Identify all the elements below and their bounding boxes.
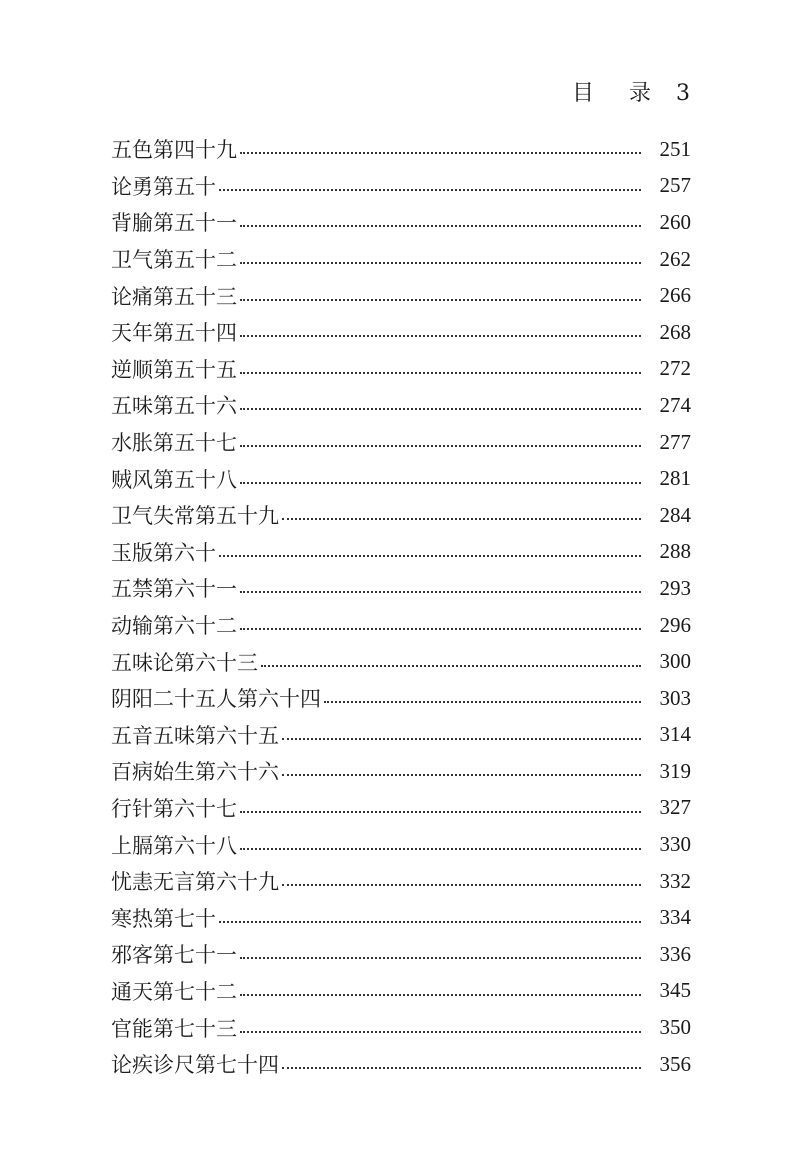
toc-entry-page: 350 xyxy=(659,1015,691,1040)
toc-entry-title: 天年第五十四 xyxy=(111,321,237,346)
toc-entry[interactable] xyxy=(111,863,691,900)
toc-dot-leader xyxy=(282,1067,641,1069)
toc-dot-leader xyxy=(240,262,641,264)
toc-entry-page: 319 xyxy=(659,758,691,783)
toc-entry-page: 281 xyxy=(659,466,691,491)
table-of-contents xyxy=(111,131,691,1082)
toc-entry-page: 266 xyxy=(659,283,691,308)
toc-entry-page: 336 xyxy=(659,941,691,966)
toc-entry[interactable] xyxy=(111,753,691,790)
toc-entry-title: 寒热第七十 xyxy=(111,906,216,931)
toc-entry-title: 背腧第五十一 xyxy=(111,211,237,236)
toc-entry-page: 356 xyxy=(659,1051,691,1076)
toc-dot-leader xyxy=(240,152,641,154)
toc-entry-title: 邪客第七十一 xyxy=(111,943,237,968)
toc-entry-page: 260 xyxy=(659,209,691,234)
toc-entry-title: 行针第六十七 xyxy=(111,796,237,821)
toc-entry-title: 五禁第六十一 xyxy=(111,577,237,602)
toc-dot-leader xyxy=(240,408,641,410)
toc-entry-title: 通天第七十二 xyxy=(111,979,237,1004)
toc-entry-page: 327 xyxy=(659,795,691,820)
toc-dot-leader xyxy=(240,994,641,996)
toc-entry-page: 296 xyxy=(659,612,691,637)
toc-entry-title: 五味第五十六 xyxy=(111,394,237,419)
toc-entry[interactable] xyxy=(111,643,691,680)
toc-entry-title: 五味论第六十三 xyxy=(111,650,258,675)
toc-entry-title: 玉版第六十 xyxy=(111,540,216,565)
toc-dot-leader xyxy=(282,738,641,740)
toc-entry[interactable] xyxy=(111,570,691,607)
toc-entry-title: 动输第六十二 xyxy=(111,614,237,639)
toc-entry-title: 上膈第六十八 xyxy=(111,833,237,858)
toc-entry-title: 卫气失常第五十九 xyxy=(111,504,279,529)
toc-entry[interactable] xyxy=(111,1046,691,1083)
toc-entry[interactable] xyxy=(111,534,691,571)
toc-dot-leader xyxy=(240,225,641,227)
toc-entry[interactable] xyxy=(111,241,691,278)
toc-dot-leader xyxy=(240,1031,641,1033)
toc-entry[interactable] xyxy=(111,936,691,973)
toc-dot-leader xyxy=(240,848,641,850)
toc-entry[interactable] xyxy=(111,131,691,168)
toc-entry[interactable] xyxy=(111,387,691,424)
toc-dot-leader xyxy=(240,957,641,959)
toc-entry-title: 阴阳二十五人第六十四 xyxy=(111,687,321,712)
toc-entry-title: 五色第四十九 xyxy=(111,138,237,163)
toc-entry[interactable] xyxy=(111,314,691,351)
toc-entry-title: 论疾诊尺第七十四 xyxy=(111,1053,279,1078)
toc-entry-title: 百病始生第六十六 xyxy=(111,760,279,785)
toc-entry[interactable] xyxy=(111,277,691,314)
toc-dot-leader xyxy=(240,482,641,484)
toc-entry[interactable] xyxy=(111,680,691,717)
toc-entry[interactable] xyxy=(111,168,691,205)
toc-entry-page: 334 xyxy=(659,905,691,930)
toc-entry-page: 330 xyxy=(659,832,691,857)
toc-entry-title: 五音五味第六十五 xyxy=(111,723,279,748)
toc-entry[interactable] xyxy=(111,460,691,497)
toc-dot-leader xyxy=(219,555,641,557)
toc-entry-page: 251 xyxy=(659,136,691,161)
toc-entry-page: 303 xyxy=(659,685,691,710)
toc-entry-page: 300 xyxy=(659,649,691,674)
toc-entry-page: 345 xyxy=(659,978,691,1003)
toc-entry[interactable] xyxy=(111,973,691,1010)
toc-entry-page: 284 xyxy=(659,502,691,527)
toc-dot-leader xyxy=(240,335,641,337)
header-section-title: 目 录 xyxy=(572,81,665,106)
toc-dot-leader xyxy=(219,189,641,191)
header-page-number: 3 xyxy=(676,81,690,106)
toc-entry[interactable] xyxy=(111,497,691,534)
toc-entry-title: 贼风第五十八 xyxy=(111,467,237,492)
toc-entry[interactable] xyxy=(111,351,691,388)
toc-dot-leader xyxy=(240,299,641,301)
toc-dot-leader xyxy=(240,811,641,813)
toc-entry-page: 262 xyxy=(659,246,691,271)
toc-dot-leader xyxy=(324,701,641,703)
toc-entry-title: 官能第七十三 xyxy=(111,1016,237,1041)
toc-dot-leader xyxy=(282,518,641,520)
running-header xyxy=(572,76,690,107)
toc-entry-page: 257 xyxy=(659,173,691,198)
toc-entry-page: 314 xyxy=(659,722,691,747)
toc-entry-page: 272 xyxy=(659,356,691,381)
toc-dot-leader xyxy=(261,665,641,667)
toc-entry[interactable] xyxy=(111,790,691,827)
toc-entry-page: 332 xyxy=(659,868,691,893)
toc-dot-leader xyxy=(240,628,641,630)
toc-dot-leader xyxy=(240,445,641,447)
toc-entry-title: 卫气第五十二 xyxy=(111,248,237,273)
toc-entry-title: 论勇第五十 xyxy=(111,174,216,199)
toc-dot-leader xyxy=(219,921,641,923)
toc-entry[interactable] xyxy=(111,826,691,863)
toc-entry[interactable] xyxy=(111,899,691,936)
toc-entry-page: 293 xyxy=(659,575,691,600)
toc-entry-page: 277 xyxy=(659,429,691,454)
toc-entry-page: 268 xyxy=(659,319,691,344)
toc-entry-page: 288 xyxy=(659,539,691,564)
toc-entry-title: 水胀第五十七 xyxy=(111,431,237,456)
toc-entry[interactable] xyxy=(111,717,691,754)
toc-entry[interactable] xyxy=(111,607,691,644)
toc-entry-title: 逆顺第五十五 xyxy=(111,357,237,382)
toc-dot-leader xyxy=(282,774,641,776)
toc-dot-leader xyxy=(282,884,641,886)
toc-entry-title: 论痛第五十三 xyxy=(111,284,237,309)
toc-entry-title: 忧恚无言第六十九 xyxy=(111,870,279,895)
toc-entry[interactable] xyxy=(111,424,691,461)
toc-dot-leader xyxy=(240,591,641,593)
toc-entry-page: 274 xyxy=(659,392,691,417)
toc-dot-leader xyxy=(240,372,641,374)
toc-entry[interactable] xyxy=(111,204,691,241)
toc-entry[interactable] xyxy=(111,1009,691,1046)
